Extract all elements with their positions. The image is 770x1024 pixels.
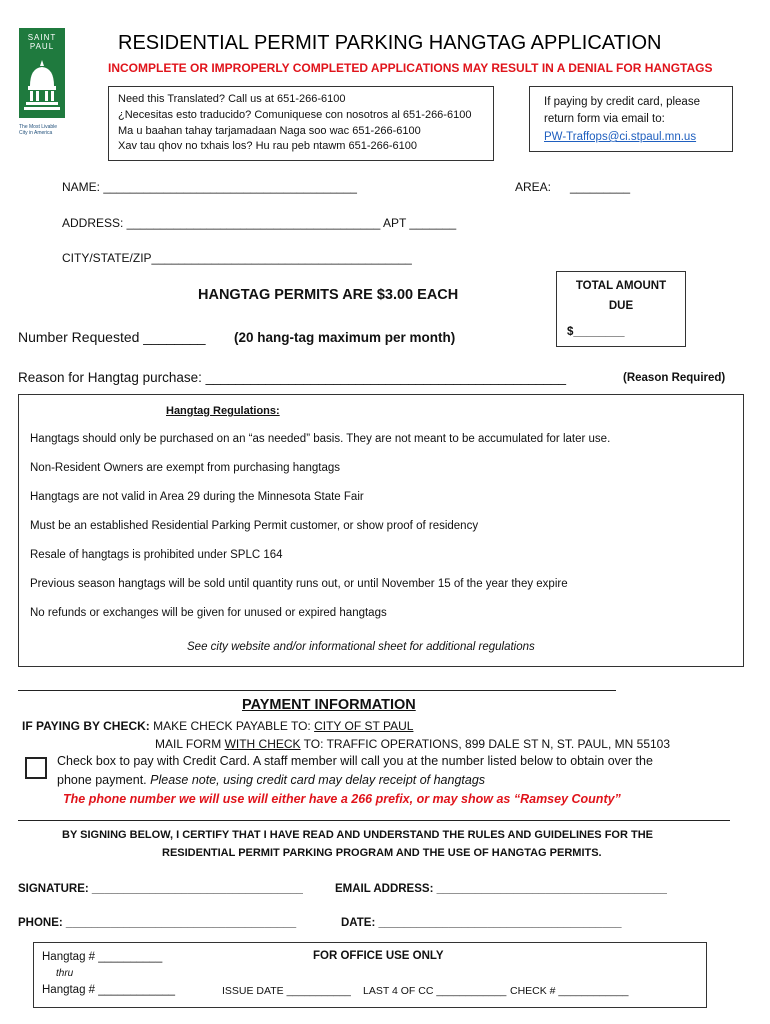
date-field[interactable]: DATE: ______________________________________ xyxy=(341,917,622,929)
certification-line-1: BY SIGNING BELOW, I CERTIFY THAT I HAVE READ AND UNDERSTAND THE RULES AND GUIDELINES FOR THE xyxy=(62,829,653,841)
credit-card-instructions-line-1: Check box to pay with Credit Card. A staff member will call you at the number listed below to obtain over the xyxy=(57,754,653,768)
translation-line: ¿Necesitas esto traducido? Comuniquese con nosotros al 651-266-6100 xyxy=(118,109,472,121)
thru-label: thru xyxy=(56,968,74,979)
logo-line-1: SAINT xyxy=(27,33,57,42)
reason-required-note: (Reason Required) xyxy=(623,372,726,384)
regulation-item: Hangtags are not valid in Area 29 during the Minnesota State Fair xyxy=(30,491,364,503)
regulation-item: Hangtags should only be purchased on an “as needed” basis. They are not meant to be accumulated for later use. xyxy=(30,433,611,445)
total-label-1: TOTAL AMOUNT xyxy=(575,280,667,292)
capitol-dome-icon xyxy=(22,56,62,114)
area-field[interactable]: _________ xyxy=(570,180,631,194)
credit-card-line-2: return form via email to: xyxy=(544,113,665,125)
credit-card-instructions-line-2: phone payment. Please note, using credit card may delay receipt of hangtags xyxy=(57,773,486,787)
credit-card-line-1: If paying by credit card, please xyxy=(544,96,700,108)
total-label-2: DUE xyxy=(608,300,634,312)
price-heading: HANGTAG PERMITS ARE $3.00 EACH xyxy=(198,287,459,303)
saint-paul-logo xyxy=(19,28,65,118)
issue-date-field[interactable]: ISSUE DATE ___________ xyxy=(222,985,351,997)
hangtag-start-field[interactable]: Hangtag # __________ xyxy=(42,951,163,963)
translation-line: Xav tau qhov no txhais los? Hu rau peb ntawm 651-266-6100 xyxy=(118,140,418,152)
hangtag-end-field[interactable]: Hangtag # ____________ xyxy=(42,984,176,996)
logo-line-2: PAUL xyxy=(29,42,55,51)
regulation-item: Non-Resident Owners are exempt from purchasing hangtags xyxy=(30,462,341,474)
email-link[interactable]: PW-Traffops@ci.stpaul.mn.us xyxy=(544,131,697,143)
regulations-heading: Hangtag Regulations: xyxy=(166,405,280,417)
check-number-field[interactable]: CHECK # ____________ xyxy=(510,985,629,997)
credit-card-info-box xyxy=(529,86,733,152)
mail-form-line: MAIL FORM WITH CHECK TO: TRAFFIC OPERATIONS, 899 DALE ST N, ST. PAUL, MN 55103 xyxy=(155,737,671,751)
pay-by-check-line: IF PAYING BY CHECK: MAKE CHECK PAYABLE TO: CITY OF ST PAUL xyxy=(22,719,414,733)
section-divider xyxy=(18,820,730,821)
certification-line-2: RESIDENTIAL PERMIT PARKING PROGRAM AND THE USE OF HANGTAG PERMITS. xyxy=(162,847,602,859)
regulations-footer: See city website and/or informational sheet for additional regulations xyxy=(187,641,535,653)
area-label: AREA: xyxy=(515,180,552,194)
translation-line: Ma u baahan tahay tarjamadaan Naga soo wac 651-266-6100 xyxy=(118,125,421,137)
section-divider xyxy=(18,690,616,691)
office-use-box xyxy=(33,942,707,1008)
max-per-month-note: (20 hang-tag maximum per month) xyxy=(234,330,456,345)
phone-field[interactable]: PHONE: ____________________________________ xyxy=(18,917,297,929)
name-field[interactable]: NAME: ______________________________________ xyxy=(62,180,357,194)
check-payee: CITY OF ST PAUL xyxy=(314,719,414,733)
regulation-item: Must be an established Residential Parking Permit customer, or show proof of residency xyxy=(30,520,479,532)
logo-tagline: The Most Livable City in America xyxy=(19,124,58,136)
payment-heading: PAYMENT INFORMATION xyxy=(242,697,416,713)
regulation-item: No refunds or exchanges will be given for unused or expired hangtags xyxy=(30,607,387,619)
city-state-zip-field[interactable]: CITY/STATE/ZIP_______________________________________ xyxy=(62,251,412,265)
address-field[interactable]: ADDRESS: ______________________________________ APT _______ xyxy=(62,216,457,230)
reason-field[interactable]: Reason for Hangtag purchase: ________________________________________________ xyxy=(18,370,567,385)
warning-text: INCOMPLETE OR IMPROPERLY COMPLETED APPLICATIONS MAY RESULT IN A DENIAL FOR HANGTAGS xyxy=(108,61,713,75)
total-amount-field[interactable]: $________ xyxy=(567,326,625,338)
regulation-item: Resale of hangtags is prohibited under SPLC 164 xyxy=(30,549,283,561)
number-requested-field[interactable]: Number Requested ________ xyxy=(18,329,206,345)
credit-card-checkbox[interactable] xyxy=(25,757,47,779)
phone-prefix-note: The phone number we will use will either have a 266 prefix, or may show as “Ramsey County” xyxy=(63,792,621,806)
email-address-field[interactable]: EMAIL ADDRESS: ____________________________________ xyxy=(335,883,667,895)
translation-box xyxy=(108,86,494,161)
regulations-box xyxy=(18,394,744,667)
regulation-item: Previous season hangtags will be sold until quantity runs out, or until November 15 of the year they expire xyxy=(30,578,568,590)
translation-line: Need this Translated? Call us at 651-266-6100 xyxy=(118,93,346,105)
office-use-heading: FOR OFFICE USE ONLY xyxy=(313,950,444,962)
last-4-cc-field[interactable]: LAST 4 OF CC ____________ xyxy=(363,985,507,997)
signature-field[interactable]: SIGNATURE: _________________________________ xyxy=(18,883,303,895)
total-amount-box xyxy=(556,271,686,347)
page-title: RESIDENTIAL PERMIT PARKING HANGTAG APPLICATION xyxy=(118,32,662,54)
